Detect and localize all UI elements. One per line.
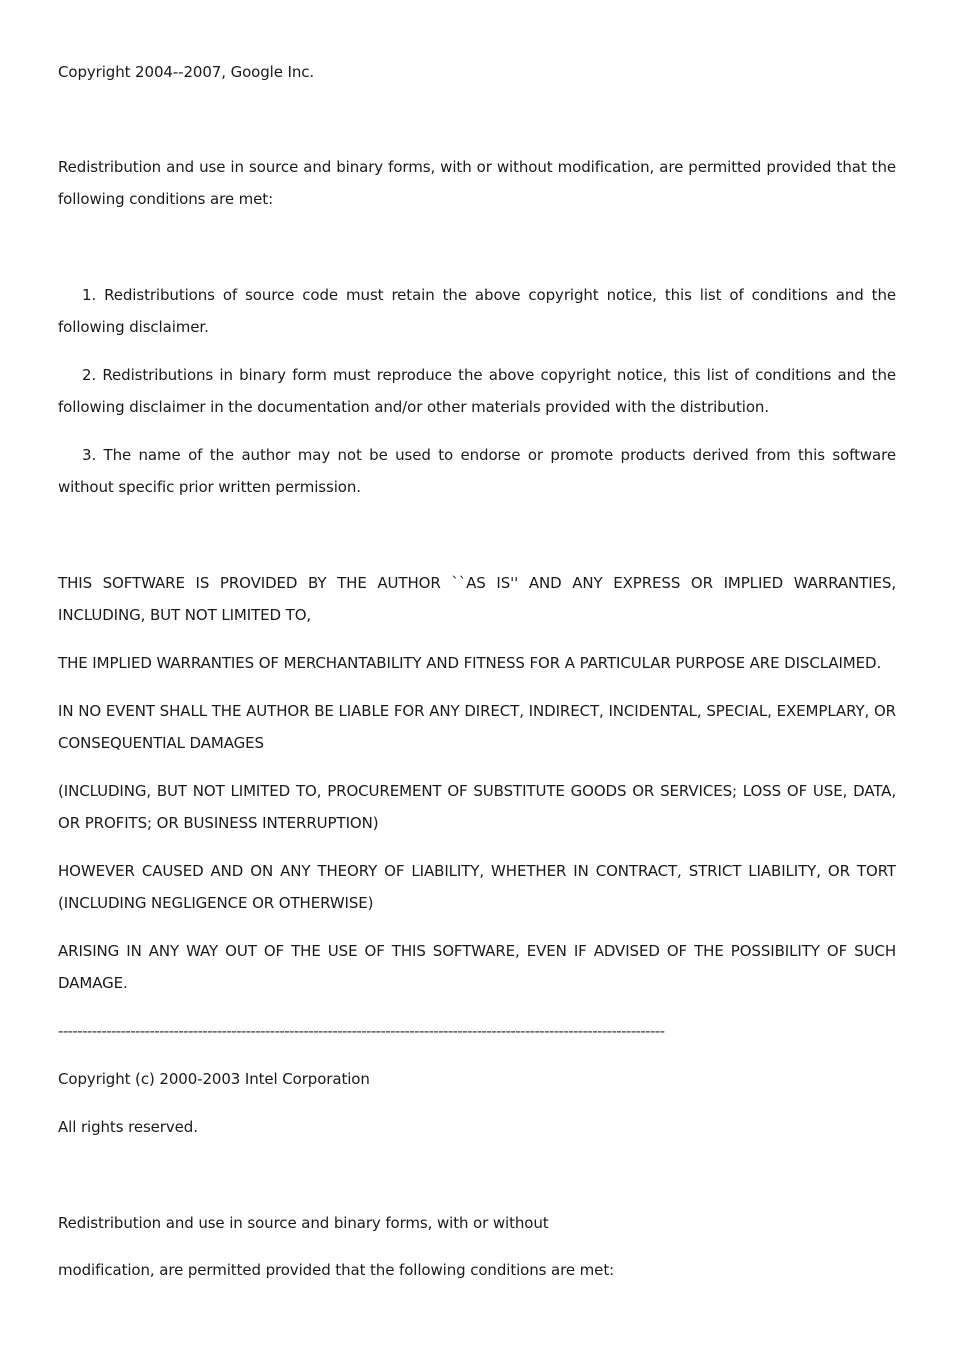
google-copyright: Copyright 2004--2007, Google Inc. bbox=[58, 63, 315, 81]
spacer bbox=[58, 1143, 896, 1191]
condition-3: 3. The name of the author may not be used to endorse or promote products derived from this software without specific prior written permission. bbox=[58, 446, 896, 496]
redistribution-intro: Redistribution and use in source and binary forms, with or without modification, are permitted provided that the following conditions are met: bbox=[58, 158, 896, 208]
disclaimer-line-5: HOWEVER CAUSED AND ON ANY THEORY OF LIABILITY, WHETHER IN CONTRACT, STRICT LIABILITY, OR TORT (INCLUDING NEGLIGENCE OR OTHERWISE) bbox=[58, 862, 896, 912]
disclaimer-line-2: THE IMPLIED WARRANTIES OF MERCHANTABILITY AND FITNESS FOR A PARTICULAR PURPOSE ARE DISCLAIMED. bbox=[58, 654, 882, 672]
condition-1: 1. Redistributions of source code must retain the above copyright notice, this list of conditions and the following disclaimer. bbox=[58, 286, 896, 336]
condition-2: 2. Redistributions in binary form must reproduce the above copyright notice, this list of conditions and the following disclaimer in the documentation and/or other materials provided with the distribution. bbox=[58, 366, 896, 416]
disclaimer-line-1: THIS SOFTWARE IS PROVIDED BY THE AUTHOR ``AS IS'' AND ANY EXPRESS OR IMPLIED WARRANTIES, INCLUDING, BUT NOT LIMITED TO, bbox=[58, 574, 896, 624]
disclaimer-line-6: ARISING IN ANY WAY OUT OF THE USE OF THIS SOFTWARE, EVEN IF ADVISED OF THE POSSIBILITY OF SUCH DAMAGE. bbox=[58, 942, 896, 992]
disclaimer-line-4: (INCLUDING, BUT NOT LIMITED TO, PROCUREMENT OF SUBSTITUTE GOODS OR SERVICES; LOSS OF USE, DATA, OR PROFITS; OR BUSINESS INTERRUPTION) bbox=[58, 782, 896, 832]
spacer bbox=[58, 88, 896, 136]
intel-redistribution-line-1: Redistribution and use in source and binary forms, with or without bbox=[58, 1214, 549, 1232]
spacer bbox=[58, 215, 896, 263]
spacer bbox=[58, 503, 896, 551]
rights-reserved: All rights reserved. bbox=[58, 1118, 198, 1136]
intel-copyright: Copyright (c) 2000-2003 Intel Corporation bbox=[58, 1070, 370, 1088]
separator-line: ------------------------------------------------------------------------------------------------------------------------------ bbox=[58, 1022, 665, 1040]
intel-redistribution-line-2: modification, are permitted provided that the following conditions are met: bbox=[58, 1261, 615, 1279]
disclaimer-line-3: IN NO EVENT SHALL THE AUTHOR BE LIABLE FOR ANY DIRECT, INDIRECT, INCIDENTAL, SPECIAL, EXEMPLARY, OR CONSEQUENTIAL DAMAGES bbox=[58, 702, 896, 752]
license-document bbox=[58, 0, 896, 1286]
